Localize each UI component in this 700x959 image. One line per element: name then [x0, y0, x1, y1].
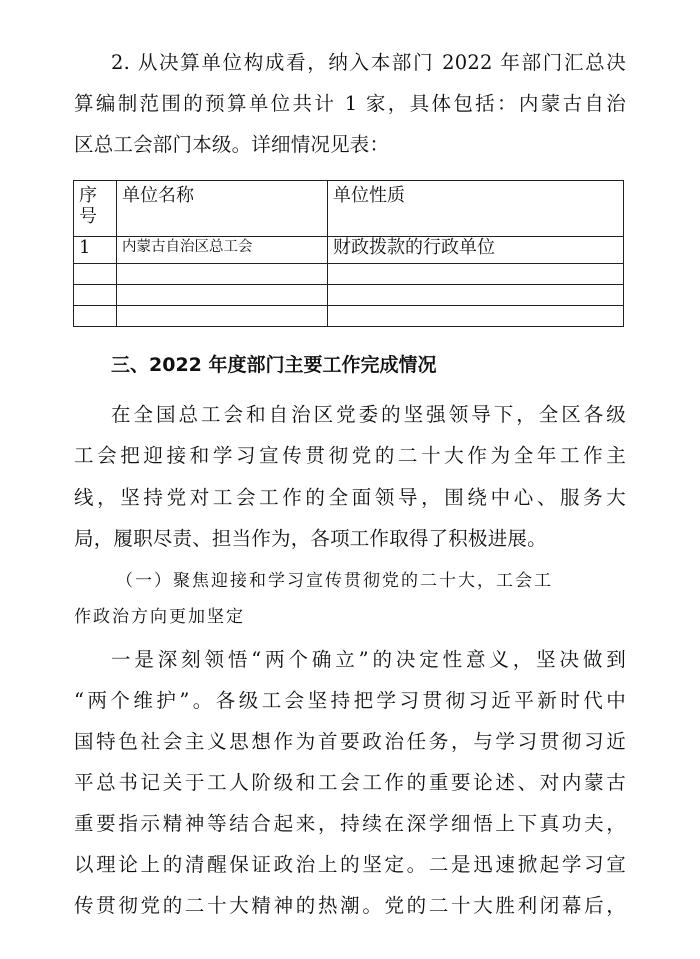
- table-cell: [74, 285, 117, 306]
- header-unit-name: 单位名称: [117, 181, 328, 237]
- subsection-title-line-1: （一）聚焦迎接和学习宣传贯彻党的二十大，工会工: [116, 571, 553, 591]
- table-cell: 财政拨款的行政单位: [328, 237, 624, 264]
- table-cell: [328, 306, 624, 327]
- intro-line-3: 区总工会部门本级。详细情况见表：: [74, 133, 390, 156]
- table-cell: [117, 306, 328, 327]
- table-cell: 1: [74, 237, 117, 264]
- para2-line-4: 平总书记关于工人阶级和工会工作的重要论述、对内蒙古: [74, 771, 626, 794]
- para2-line-2: “两个维护”。各级工会坚持把学习贯彻习近平新时代中: [74, 689, 626, 712]
- table-cell: [117, 285, 328, 306]
- table-cell: [117, 264, 328, 285]
- table-cell: [328, 264, 624, 285]
- table-cell: [74, 306, 117, 327]
- para2-line-7: 传贯彻党的二十大精神的热潮。党的二十大胜利闭幕后，: [74, 894, 626, 917]
- unit-table: [73, 180, 624, 327]
- intro-line-1: 2. 从决算单位构成看，纳入本部门 2022 年部门汇总决: [111, 51, 626, 74]
- para1-line-3: 线，坚持党对工会工作的全面领导，围绕中心、服务大: [74, 486, 626, 509]
- para1-line-1: 在全国总工会和自治区党委的坚强领导下，全区各级: [111, 403, 626, 426]
- header-index-line-2: 号: [79, 206, 97, 227]
- table-row: [74, 285, 624, 306]
- para2-line-1: 一是深刻领悟“两个确立”的决定性意义，坚决做到: [111, 648, 626, 671]
- table-cell: 内蒙古自治区总工会: [117, 237, 328, 264]
- table-row: [74, 237, 624, 264]
- header-unit-type: 单位性质: [328, 181, 624, 237]
- table-row: [74, 306, 624, 327]
- section-title: 三、2022 年度部门主要工作完成情况: [111, 354, 437, 376]
- para2-line-6: 以理论上的清醒保证政治上的坚定。二是迅速掀起学习宣: [74, 853, 626, 876]
- table-cell: [328, 285, 624, 306]
- para2-line-5: 重要指示精神等结合起来，持续在深学细悟上下真功夫，: [74, 812, 626, 835]
- header-index: [74, 181, 117, 237]
- para1-line-2: 工会把迎接和学习宣传贯彻党的二十大作为全年工作主: [74, 444, 626, 467]
- table-row: [74, 264, 624, 285]
- table-header-row: [74, 181, 624, 237]
- para2-line-3: 国特色社会主义思想作为首要政治任务，与学习贯彻习近: [74, 730, 626, 753]
- para1-line-4: 局，履职尽责、担当作为，各项工作取得了积极进展。: [74, 527, 547, 550]
- header-index-line-1: 序: [79, 185, 97, 206]
- table-cell: [74, 264, 117, 285]
- intro-line-2: 算编制范围的预算单位共计 1 家，具体包括：内蒙古自治: [74, 92, 626, 115]
- subsection-title-line-2: 作政治方向更加坚定: [74, 607, 245, 627]
